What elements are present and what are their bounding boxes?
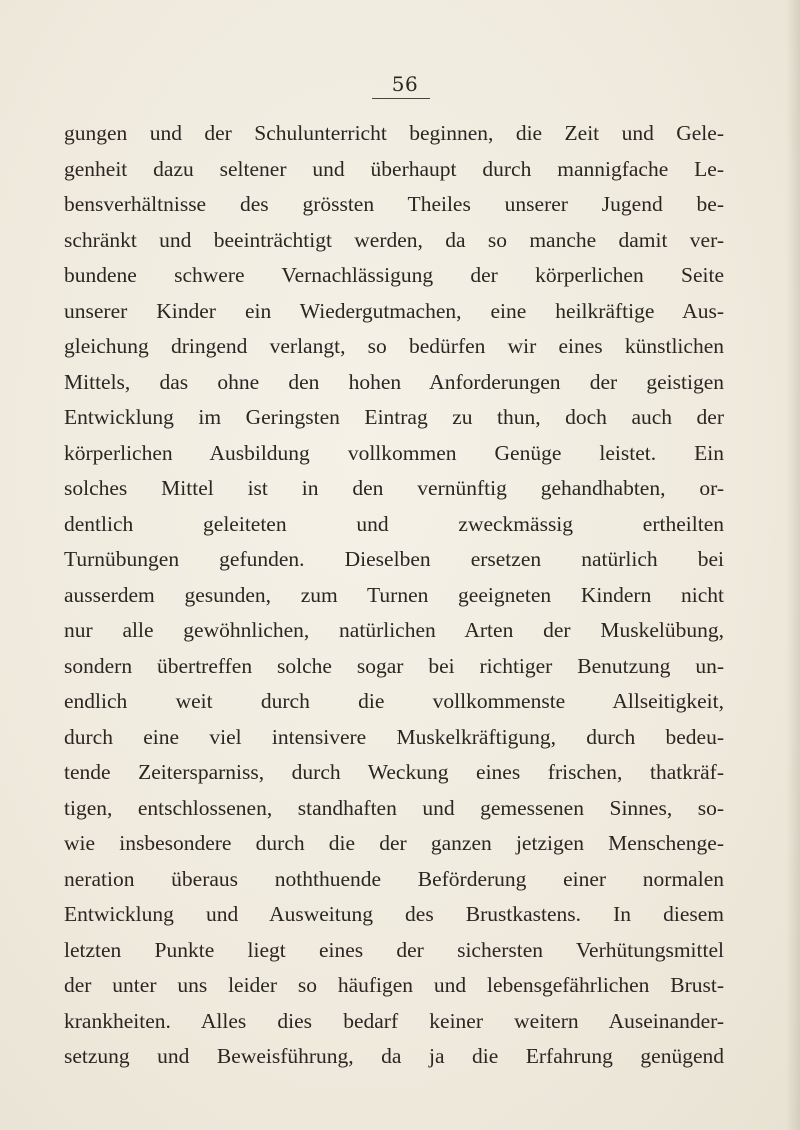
text-line: nur alle gewöhnlichen, natürlichen Arten der Muskelübung,	[64, 618, 724, 642]
text-line: bensverhältnisse des grössten Theiles unserer Jugend be-	[64, 192, 724, 216]
text-line: Entwicklung im Geringsten Eintrag zu thun, doch auch der	[64, 405, 724, 429]
body-text	[64, 116, 724, 1075]
text-line: neration überaus noththuende Beförderung einer normalen	[64, 866, 724, 891]
text-line: endlich weit durch die vollkommenste Allseitigkeit,	[64, 689, 724, 713]
text-line: solches Mittel ist in den vernünftig gehandhabten, or-	[64, 476, 724, 500]
text-line: Turnübungen gefunden. Dieselben ersetzen natürlich bei	[64, 547, 724, 571]
page-edge-shadow	[786, 0, 800, 1130]
text-line: durch eine viel intensivere Muskelkräftigung, durch bedeu-	[64, 724, 724, 749]
text-line: sondern übertreffen solche sogar bei richtiger Benutzung un-	[64, 653, 724, 678]
text-line: gleichung dringend verlangt, so bedürfen wir eines künstlichen	[64, 334, 724, 358]
text-line: Entwicklung und Ausweitung des Brustkastens. In diesem	[64, 902, 724, 926]
text-line: bundene schwere Vernachlässigung der körperlichen Seite	[64, 263, 724, 287]
page-number: 56	[391, 72, 419, 96]
text-line: tigen, entschlossenen, standhaften und gemessenen Sinnes, so-	[64, 795, 724, 820]
text-line: gungen und der Schulunterricht beginnen, die Zeit und Gele-	[64, 121, 724, 145]
page-number-rule	[372, 98, 430, 99]
text-line: schränkt und beeinträchtigt werden, da so manche damit ver-	[64, 227, 724, 252]
text-line: genheit dazu seltener und überhaupt durch mannigfache Le-	[64, 156, 724, 181]
text-line: tende Zeitersparniss, durch Weckung eines frischen, thatkräf-	[64, 760, 724, 784]
text-line: dentlich geleiteten und zweckmässig ertheilten	[64, 511, 724, 536]
text-line: der unter uns leider so häufigen und lebensgefährlichen Brust-	[64, 973, 724, 997]
text-line: wie insbesondere durch die der ganzen jetzigen Menschenge-	[64, 831, 724, 855]
text-line: letzten Punkte liegt eines der sichersten Verhütungsmittel	[64, 937, 724, 962]
text-line: ausserdem gesunden, zum Turnen geeigneten Kindern nicht	[64, 582, 724, 607]
text-line: unserer Kinder ein Wiedergutmachen, eine heilkräftige Aus-	[64, 298, 724, 323]
text-line: körperlichen Ausbildung vollkommen Genüge leistet. Ein	[64, 440, 724, 465]
text-line: krankheiten. Alles dies bedarf keiner weitern Auseinander-	[64, 1008, 724, 1033]
text-line: Mittels, das ohne den hohen Anforderungen der geistigen	[64, 369, 724, 394]
text-line: setzung und Beweisführung, da ja die Erfahrung genügend	[64, 1044, 724, 1068]
